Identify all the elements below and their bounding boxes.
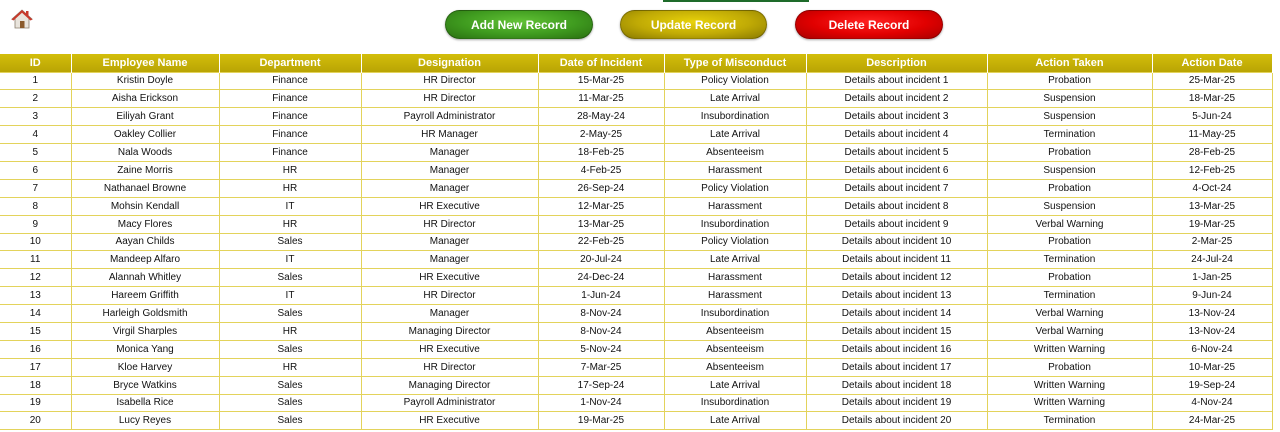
cell-department[interactable]: HR <box>219 358 361 376</box>
cell-action-date[interactable]: 11-May-25 <box>1152 126 1272 144</box>
cell-id[interactable]: 20 <box>0 412 71 430</box>
cell-department[interactable]: HR <box>219 161 361 179</box>
cell-designation[interactable]: Managing Director <box>361 322 538 340</box>
cell-date-of-incident[interactable]: 8-Nov-24 <box>538 322 664 340</box>
cell-description[interactable]: Details about incident 3 <box>806 108 987 126</box>
cell-department[interactable]: Sales <box>219 376 361 394</box>
cell-employee-name[interactable]: Eiliyah Grant <box>71 108 219 126</box>
table-row[interactable] <box>0 340 1272 358</box>
cell-action-date[interactable]: 4-Oct-24 <box>1152 179 1272 197</box>
cell-designation[interactable]: HR Executive <box>361 340 538 358</box>
cell-designation[interactable]: Manager <box>361 251 538 269</box>
column-header-id[interactable]: ID <box>0 54 71 72</box>
table-row[interactable] <box>0 108 1272 126</box>
cell-action-date[interactable]: 25-Mar-25 <box>1152 72 1272 90</box>
cell-type-of-misconduct[interactable]: Absenteeism <box>664 340 806 358</box>
cell-action-taken[interactable]: Suspension <box>987 161 1152 179</box>
cell-designation[interactable]: HR Executive <box>361 412 538 430</box>
cell-type-of-misconduct[interactable]: Absenteeism <box>664 322 806 340</box>
cell-id[interactable]: 5 <box>0 144 71 162</box>
cell-employee-name[interactable]: Aayan Childs <box>71 233 219 251</box>
cell-date-of-incident[interactable]: 15-Mar-25 <box>538 72 664 90</box>
cell-id[interactable]: 9 <box>0 215 71 233</box>
cell-employee-name[interactable]: Lucy Reyes <box>71 412 219 430</box>
cell-employee-name[interactable]: Kloe Harvey <box>71 358 219 376</box>
cell-designation[interactable]: Payroll Administrator <box>361 394 538 412</box>
cell-designation[interactable]: Managing Director <box>361 376 538 394</box>
cell-action-taken[interactable]: Probation <box>987 358 1152 376</box>
cell-department[interactable]: Finance <box>219 126 361 144</box>
cell-description[interactable]: Details about incident 11 <box>806 251 987 269</box>
table-row[interactable] <box>0 179 1272 197</box>
cell-department[interactable]: Finance <box>219 72 361 90</box>
cell-action-taken[interactable]: Written Warning <box>987 394 1152 412</box>
cell-department[interactable]: Sales <box>219 233 361 251</box>
cell-action-taken[interactable]: Termination <box>987 287 1152 305</box>
cell-department[interactable]: Sales <box>219 412 361 430</box>
cell-description[interactable]: Details about incident 4 <box>806 126 987 144</box>
cell-date-of-incident[interactable]: 2-May-25 <box>538 126 664 144</box>
cell-employee-name[interactable]: Kristin Doyle <box>71 72 219 90</box>
cell-action-taken[interactable]: Probation <box>987 144 1152 162</box>
cell-action-date[interactable]: 13-Mar-25 <box>1152 197 1272 215</box>
table-row[interactable] <box>0 90 1272 108</box>
cell-action-date[interactable]: 28-Feb-25 <box>1152 144 1272 162</box>
cell-type-of-misconduct[interactable]: Absenteeism <box>664 358 806 376</box>
cell-employee-name[interactable]: Hareem Griffith <box>71 287 219 305</box>
cell-action-taken[interactable]: Probation <box>987 179 1152 197</box>
cell-type-of-misconduct[interactable]: Policy Violation <box>664 72 806 90</box>
cell-description[interactable]: Details about incident 9 <box>806 215 987 233</box>
cell-id[interactable]: 10 <box>0 233 71 251</box>
column-header-department[interactable]: Department <box>219 54 361 72</box>
table-row[interactable] <box>0 412 1272 430</box>
cell-employee-name[interactable]: Nala Woods <box>71 144 219 162</box>
cell-employee-name[interactable]: Isabella Rice <box>71 394 219 412</box>
cell-id[interactable]: 7 <box>0 179 71 197</box>
cell-employee-name[interactable]: Aisha Erickson <box>71 90 219 108</box>
toolbar <box>0 10 1280 40</box>
cell-date-of-incident[interactable]: 7-Mar-25 <box>538 358 664 376</box>
cell-department[interactable]: Sales <box>219 394 361 412</box>
cell-designation[interactable]: HR Executive <box>361 269 538 287</box>
cell-description[interactable]: Details about incident 16 <box>806 340 987 358</box>
cell-employee-name[interactable]: Mohsin Kendall <box>71 197 219 215</box>
cell-date-of-incident[interactable]: 8-Nov-24 <box>538 305 664 323</box>
cell-description[interactable]: Details about incident 1 <box>806 72 987 90</box>
cell-employee-name[interactable]: Oakley Collier <box>71 126 219 144</box>
cell-action-taken[interactable]: Probation <box>987 233 1152 251</box>
table-row[interactable] <box>0 197 1272 215</box>
table-row[interactable] <box>0 72 1272 90</box>
cell-type-of-misconduct[interactable]: Late Arrival <box>664 376 806 394</box>
cell-employee-name[interactable]: Virgil Sharples <box>71 322 219 340</box>
cell-id[interactable]: 8 <box>0 197 71 215</box>
table-row[interactable] <box>0 215 1272 233</box>
cell-date-of-incident[interactable]: 19-Mar-25 <box>538 412 664 430</box>
cell-employee-name[interactable]: Mandeep Alfaro <box>71 251 219 269</box>
table-row[interactable] <box>0 376 1272 394</box>
column-header-type-of-misconduct[interactable]: Type of Misconduct <box>664 54 806 72</box>
cell-id[interactable]: 3 <box>0 108 71 126</box>
cell-type-of-misconduct[interactable]: Late Arrival <box>664 90 806 108</box>
cell-action-date[interactable]: 10-Mar-25 <box>1152 358 1272 376</box>
cell-employee-name[interactable]: Zaine Morris <box>71 161 219 179</box>
cell-action-taken[interactable]: Termination <box>987 412 1152 430</box>
cell-employee-name[interactable]: Bryce Watkins <box>71 376 219 394</box>
table-row[interactable] <box>0 251 1272 269</box>
cell-description[interactable]: Details about incident 10 <box>806 233 987 251</box>
cell-description[interactable]: Details about incident 20 <box>806 412 987 430</box>
cell-id[interactable]: 19 <box>0 394 71 412</box>
cell-date-of-incident[interactable]: 4-Feb-25 <box>538 161 664 179</box>
cell-id[interactable]: 1 <box>0 72 71 90</box>
cell-date-of-incident[interactable]: 22-Feb-25 <box>538 233 664 251</box>
cell-action-taken[interactable]: Probation <box>987 269 1152 287</box>
cell-department[interactable]: Sales <box>219 305 361 323</box>
cell-id[interactable]: 11 <box>0 251 71 269</box>
cell-employee-name[interactable]: Harleigh Goldsmith <box>71 305 219 323</box>
cell-date-of-incident[interactable]: 12-Mar-25 <box>538 197 664 215</box>
table-row[interactable] <box>0 394 1272 412</box>
cell-type-of-misconduct[interactable]: Insubordination <box>664 215 806 233</box>
cell-date-of-incident[interactable]: 1-Nov-24 <box>538 394 664 412</box>
cell-department[interactable]: HR <box>219 179 361 197</box>
cell-type-of-misconduct[interactable]: Insubordination <box>664 394 806 412</box>
cell-department[interactable]: Finance <box>219 144 361 162</box>
column-header-date-of-incident[interactable]: Date of Incident <box>538 54 664 72</box>
table-row[interactable] <box>0 269 1272 287</box>
cell-action-date[interactable]: 19-Mar-25 <box>1152 215 1272 233</box>
cell-type-of-misconduct[interactable]: Harassment <box>664 269 806 287</box>
cell-description[interactable]: Details about incident 12 <box>806 269 987 287</box>
cell-id[interactable]: 2 <box>0 90 71 108</box>
cell-action-taken[interactable]: Probation <box>987 72 1152 90</box>
cell-designation[interactable]: HR Director <box>361 90 538 108</box>
cell-designation[interactable]: HR Director <box>361 287 538 305</box>
cell-action-date[interactable]: 18-Mar-25 <box>1152 90 1272 108</box>
cell-action-date[interactable]: 9-Jun-24 <box>1152 287 1272 305</box>
cell-employee-name[interactable]: Alannah Whitley <box>71 269 219 287</box>
table-body <box>0 72 1272 430</box>
cell-date-of-incident[interactable]: 11-Mar-25 <box>538 90 664 108</box>
cell-description[interactable]: Details about incident 18 <box>806 376 987 394</box>
cell-description[interactable]: Details about incident 13 <box>806 287 987 305</box>
cell-date-of-incident[interactable]: 17-Sep-24 <box>538 376 664 394</box>
cell-type-of-misconduct[interactable]: Late Arrival <box>664 126 806 144</box>
cell-action-taken[interactable]: Verbal Warning <box>987 215 1152 233</box>
add-new-record-button[interactable]: Add New Record <box>445 10 593 39</box>
column-header-action-date[interactable]: Action Date <box>1152 54 1272 72</box>
cell-action-date[interactable]: 12-Feb-25 <box>1152 161 1272 179</box>
table-row[interactable] <box>0 358 1272 376</box>
cell-type-of-misconduct[interactable]: Policy Violation <box>664 233 806 251</box>
cell-id[interactable]: 16 <box>0 340 71 358</box>
cell-description[interactable]: Details about incident 14 <box>806 305 987 323</box>
misconduct-records-table <box>0 54 1273 430</box>
cell-id[interactable]: 12 <box>0 269 71 287</box>
cell-action-date[interactable]: 19-Sep-24 <box>1152 376 1272 394</box>
column-header-action-taken[interactable]: Action Taken <box>987 54 1152 72</box>
cell-designation[interactable]: HR Director <box>361 215 538 233</box>
cell-description[interactable]: Details about incident 15 <box>806 322 987 340</box>
cell-date-of-incident[interactable]: 18-Feb-25 <box>538 144 664 162</box>
column-header-designation[interactable]: Designation <box>361 54 538 72</box>
cell-type-of-misconduct[interactable]: Late Arrival <box>664 251 806 269</box>
cell-type-of-misconduct[interactable]: Insubordination <box>664 305 806 323</box>
column-header-employee-name[interactable]: Employee Name <box>71 54 219 72</box>
cell-type-of-misconduct[interactable]: Harassment <box>664 161 806 179</box>
cell-designation[interactable]: HR Executive <box>361 197 538 215</box>
top-accent-line <box>663 0 809 2</box>
cell-id[interactable]: 14 <box>0 305 71 323</box>
cell-employee-name[interactable]: Macy Flores <box>71 215 219 233</box>
table-row[interactable] <box>0 233 1272 251</box>
cell-date-of-incident[interactable]: 5-Nov-24 <box>538 340 664 358</box>
cell-date-of-incident[interactable]: 20-Jul-24 <box>538 251 664 269</box>
cell-action-date[interactable]: 24-Jul-24 <box>1152 251 1272 269</box>
cell-designation[interactable]: Manager <box>361 161 538 179</box>
cell-designation[interactable]: Manager <box>361 305 538 323</box>
cell-designation[interactable]: HR Director <box>361 72 538 90</box>
cell-description[interactable]: Details about incident 8 <box>806 197 987 215</box>
cell-designation[interactable]: HR Manager <box>361 126 538 144</box>
cell-description[interactable]: Details about incident 2 <box>806 90 987 108</box>
cell-action-taken[interactable]: Verbal Warning <box>987 305 1152 323</box>
cell-department[interactable]: Sales <box>219 340 361 358</box>
cell-description[interactable]: Details about incident 5 <box>806 144 987 162</box>
table-row[interactable] <box>0 144 1272 162</box>
cell-action-taken[interactable]: Suspension <box>987 90 1152 108</box>
cell-date-of-incident[interactable]: 28-May-24 <box>538 108 664 126</box>
cell-action-date[interactable]: 6-Nov-24 <box>1152 340 1272 358</box>
table-row[interactable] <box>0 126 1272 144</box>
table-row[interactable] <box>0 322 1272 340</box>
cell-type-of-misconduct[interactable]: Absenteeism <box>664 144 806 162</box>
cell-type-of-misconduct[interactable]: Harassment <box>664 287 806 305</box>
cell-employee-name[interactable]: Nathanael Browne <box>71 179 219 197</box>
cell-type-of-misconduct[interactable]: Late Arrival <box>664 412 806 430</box>
cell-designation[interactable]: Payroll Administrator <box>361 108 538 126</box>
cell-department[interactable]: IT <box>219 287 361 305</box>
cell-action-date[interactable]: 24-Mar-25 <box>1152 412 1272 430</box>
cell-date-of-incident[interactable]: 26-Sep-24 <box>538 179 664 197</box>
cell-action-date[interactable]: 13-Nov-24 <box>1152 305 1272 323</box>
cell-description[interactable]: Details about incident 7 <box>806 179 987 197</box>
cell-id[interactable]: 15 <box>0 322 71 340</box>
cell-action-taken[interactable]: Verbal Warning <box>987 322 1152 340</box>
table-header-row <box>0 54 1272 72</box>
cell-action-taken[interactable]: Termination <box>987 251 1152 269</box>
cell-employee-name[interactable]: Monica Yang <box>71 340 219 358</box>
cell-department[interactable]: HR <box>219 322 361 340</box>
cell-department[interactable]: Finance <box>219 90 361 108</box>
cell-date-of-incident[interactable]: 13-Mar-25 <box>538 215 664 233</box>
table-row[interactable] <box>0 305 1272 323</box>
cell-description[interactable]: Details about incident 17 <box>806 358 987 376</box>
cell-action-taken[interactable]: Suspension <box>987 197 1152 215</box>
cell-action-taken[interactable]: Suspension <box>987 108 1152 126</box>
cell-designation[interactable]: Manager <box>361 179 538 197</box>
cell-action-date[interactable]: 4-Nov-24 <box>1152 394 1272 412</box>
cell-id[interactable]: 4 <box>0 126 71 144</box>
cell-action-date[interactable]: 2-Mar-25 <box>1152 233 1272 251</box>
column-header-description[interactable]: Description <box>806 54 987 72</box>
table-row[interactable] <box>0 287 1272 305</box>
delete-record-button[interactable]: Delete Record <box>795 10 943 39</box>
cell-description[interactable]: Details about incident 19 <box>806 394 987 412</box>
cell-action-taken[interactable]: Written Warning <box>987 340 1152 358</box>
cell-type-of-misconduct[interactable]: Insubordination <box>664 108 806 126</box>
cell-id[interactable]: 13 <box>0 287 71 305</box>
cell-designation[interactable]: Manager <box>361 233 538 251</box>
cell-department[interactable]: Sales <box>219 269 361 287</box>
cell-department[interactable]: Finance <box>219 108 361 126</box>
cell-description[interactable]: Details about incident 6 <box>806 161 987 179</box>
cell-id[interactable]: 6 <box>0 161 71 179</box>
cell-department[interactable]: IT <box>219 251 361 269</box>
cell-date-of-incident[interactable]: 24-Dec-24 <box>538 269 664 287</box>
cell-type-of-misconduct[interactable]: Policy Violation <box>664 179 806 197</box>
cell-action-date[interactable]: 5-Jun-24 <box>1152 108 1272 126</box>
cell-type-of-misconduct[interactable]: Harassment <box>664 197 806 215</box>
cell-date-of-incident[interactable]: 1-Jun-24 <box>538 287 664 305</box>
cell-id[interactable]: 17 <box>0 358 71 376</box>
cell-action-taken[interactable]: Written Warning <box>987 376 1152 394</box>
cell-department[interactable]: IT <box>219 197 361 215</box>
cell-action-date[interactable]: 13-Nov-24 <box>1152 322 1272 340</box>
cell-department[interactable]: HR <box>219 215 361 233</box>
cell-id[interactable]: 18 <box>0 376 71 394</box>
table-row[interactable] <box>0 161 1272 179</box>
cell-designation[interactable]: HR Director <box>361 358 538 376</box>
update-record-button[interactable]: Update Record <box>620 10 767 39</box>
cell-action-date[interactable]: 1-Jan-25 <box>1152 269 1272 287</box>
cell-action-taken[interactable]: Termination <box>987 126 1152 144</box>
cell-designation[interactable]: Manager <box>361 144 538 162</box>
